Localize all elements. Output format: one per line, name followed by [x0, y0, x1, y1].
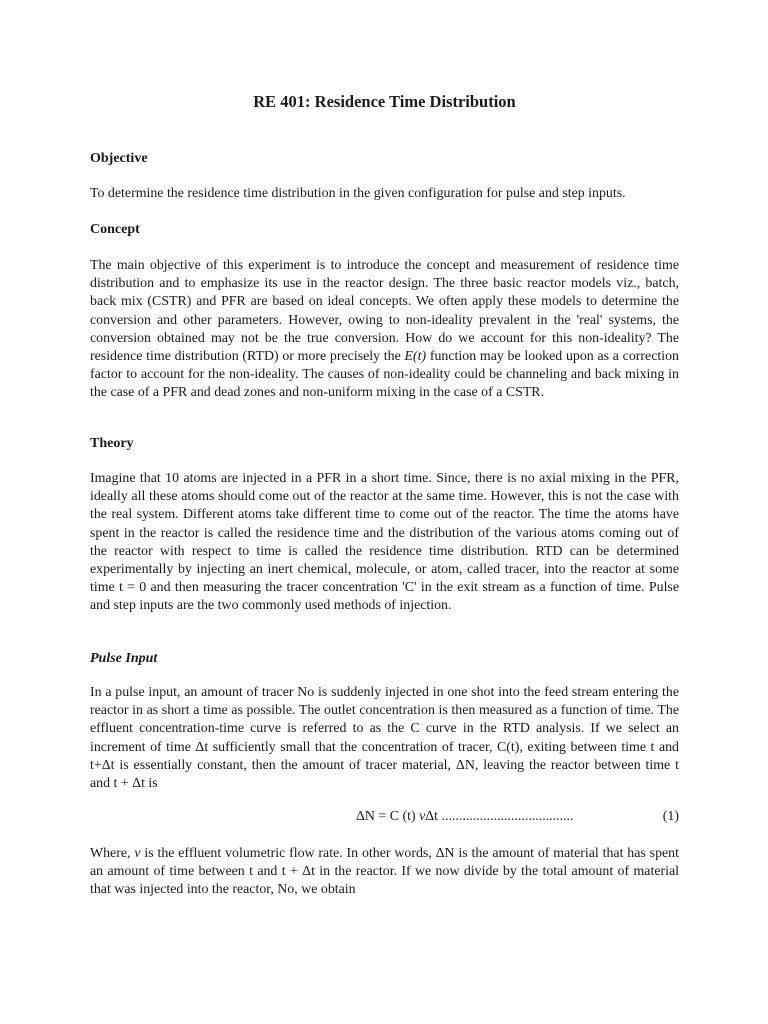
equation-1: [356, 809, 679, 825]
after-text-part2: is the effluent volumetric flow rate. In other words, ΔN is the amount of material that has spent an amount of time between t and t + Δt in the reactor. If we now divide by the total amount of material that was injected into the reactor, No, we obtain: [90, 846, 679, 898]
pulse-input-text: In a pulse input, an amount of tracer No is suddenly injected in one shot into the feed stream entering the reactor in as short a time as possible. The outlet concentration is then measured as a function of time. The effluent concentration-time curve is referred to as the C curve in the RTD analysis. If we select an increment of time Δt sufficiently small that the concentration of tracer, C(t), exiting between time t and t+Δt is essentially constant, then the amount of tracer material, ΔN, leaving the reactor between time t and t + Δt is: [90, 685, 679, 792]
theory-text: Imagine that 10 atoms are injected in a PFR in a short time. Since, there is no axial mixing in the PFR, ideally all these atoms should come out of the reactor at the same time. However, this is not the case with the real system. Different atoms take different time to come out of the reactor. The time the atoms have spent in the reactor is called the residence time and the distribution of the various atoms coming out of the reactor with respect to time is called the residence time distribution. RTD can be determined experimentally by injecting an inert chemical, molecule, or atom, called tracer, into the reactor at some time t = 0 and then measuring the tracer concentration 'C' in the exit stream as a function of time. Pulse and step inputs are the two commonly used methods of injection.: [90, 471, 679, 614]
after-text-italic: v: [134, 846, 141, 861]
theory-heading: Theory: [90, 436, 134, 451]
equation-body: [356, 809, 573, 825]
concept-text-part1: The main objective of this experiment is to introduce the concept and measurement of residence time distribution and to emphasize its use in the reactor design. The three basic reactor models viz., batch, back mix (CSTR) and PFR are based on ideal concepts. We often apply these models to determine the conversion and other parameters. However, owing to non-ideality prevalent in the 'real' systems, the conversion obtained may not be the true conversion. How do we account for this non-ideality? The residence time distribution (RTD) or more precisely the: [90, 258, 679, 365]
concept-text: [90, 257, 679, 403]
equation-rhs: Δt ......................................: [425, 809, 574, 824]
equation-lhs: ΔN = C (t): [356, 809, 420, 824]
document-title: RE 401: Residence Time Distribution: [253, 92, 516, 111]
equation-v: v: [419, 809, 426, 824]
concept-text-part2: function may be looked upon as a correction factor to account for the non-ideality. The causes of non-ideality could be channeling and back mixing in the case of a PFR and dead zones and non-uniform mixing in the case of a CSTR.: [90, 349, 679, 401]
equation-number: (1): [662, 809, 679, 824]
objective-heading: Objective: [90, 151, 148, 166]
after-text-part1: Where,: [90, 846, 135, 861]
pulse-input-after-text: [90, 845, 679, 900]
concept-heading: Concept: [90, 222, 140, 237]
objective-text: To determine the residence time distribution in the given configuration for pulse and step inputs.: [90, 186, 626, 201]
pulse-input-heading: Pulse Input: [90, 651, 158, 666]
concept-text-italic: E(t): [404, 349, 427, 365]
